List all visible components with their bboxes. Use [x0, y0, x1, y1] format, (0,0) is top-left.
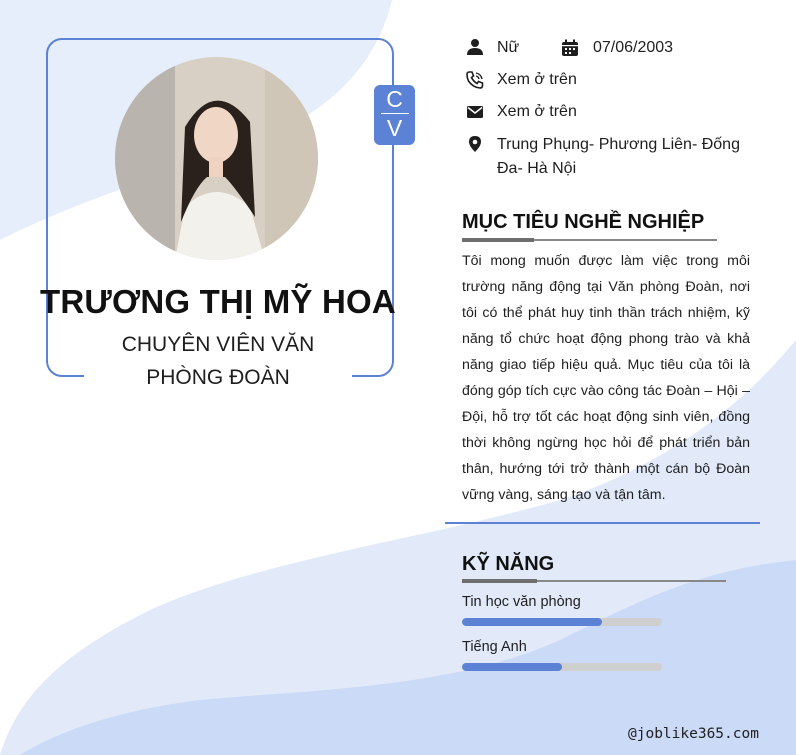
location-pin-icon [466, 135, 484, 153]
skill-bar [462, 618, 662, 626]
skill-bar-fill [462, 618, 602, 626]
skills-title-accent [462, 579, 537, 583]
skill-label: Tiếng Anh [462, 639, 527, 655]
user-icon [466, 38, 484, 56]
calendar-icon [561, 39, 579, 57]
objective-title: MỤC TIÊU NGHỀ NGHIỆP [462, 211, 705, 233]
skill-label: Tin học văn phòng [462, 594, 581, 610]
skill-bar [462, 663, 662, 671]
birthdate-value: 07/06/2003 [593, 39, 674, 56]
skill-bar-fill [462, 663, 562, 671]
section-divider [445, 522, 760, 524]
candidate-name: TRƯƠNG THỊ MỸ HOA [40, 283, 396, 320]
phone-value: Xem ở trên [497, 71, 577, 88]
profile-photo [115, 57, 318, 260]
skills-title: KỸ NĂNG [462, 553, 555, 575]
job-position-line2: PHÒNG ĐOÀN [146, 366, 290, 389]
objective-title-accent [462, 238, 534, 242]
gender-value: Nữ [497, 39, 520, 56]
address-value: Trung Phụng- Phương Liên- Đống Đa- Hà Nội [497, 136, 740, 177]
phone-icon [466, 71, 484, 89]
job-position-line1: CHUYÊN VIÊN VĂN [121, 333, 315, 356]
site-watermark: @joblike365.com [628, 726, 759, 742]
mail-icon [466, 103, 484, 121]
job-position [80, 328, 356, 394]
cv-badge-divider [381, 113, 409, 114]
cv-badge [374, 85, 415, 145]
email-value: Xem ở trên [497, 103, 577, 120]
cv-badge-top: C [386, 86, 403, 112]
cv-badge-bottom: V [386, 115, 403, 141]
objective-text: Tôi mong muốn được làm việc trong môi trường năng động tại Văn phòng Đoàn, nơi tôi có thể phát huy tinh thần trách nhiệm, kỹ năng tổ chức hoạt động phong trào và khả năng giao tiếp hiệu quả. Mục tiêu của tôi là đóng góp tích cực vào công tác Đoàn – Hội – Đội, hỗ trợ tốt các hoạt động sinh viên, đồng thời không ngừng học hỏi để phát triển bản thân, hướng tới trở thành một cán bộ Đoàn vững vàng, sáng tạo và tận tâm. [462, 253, 750, 503]
